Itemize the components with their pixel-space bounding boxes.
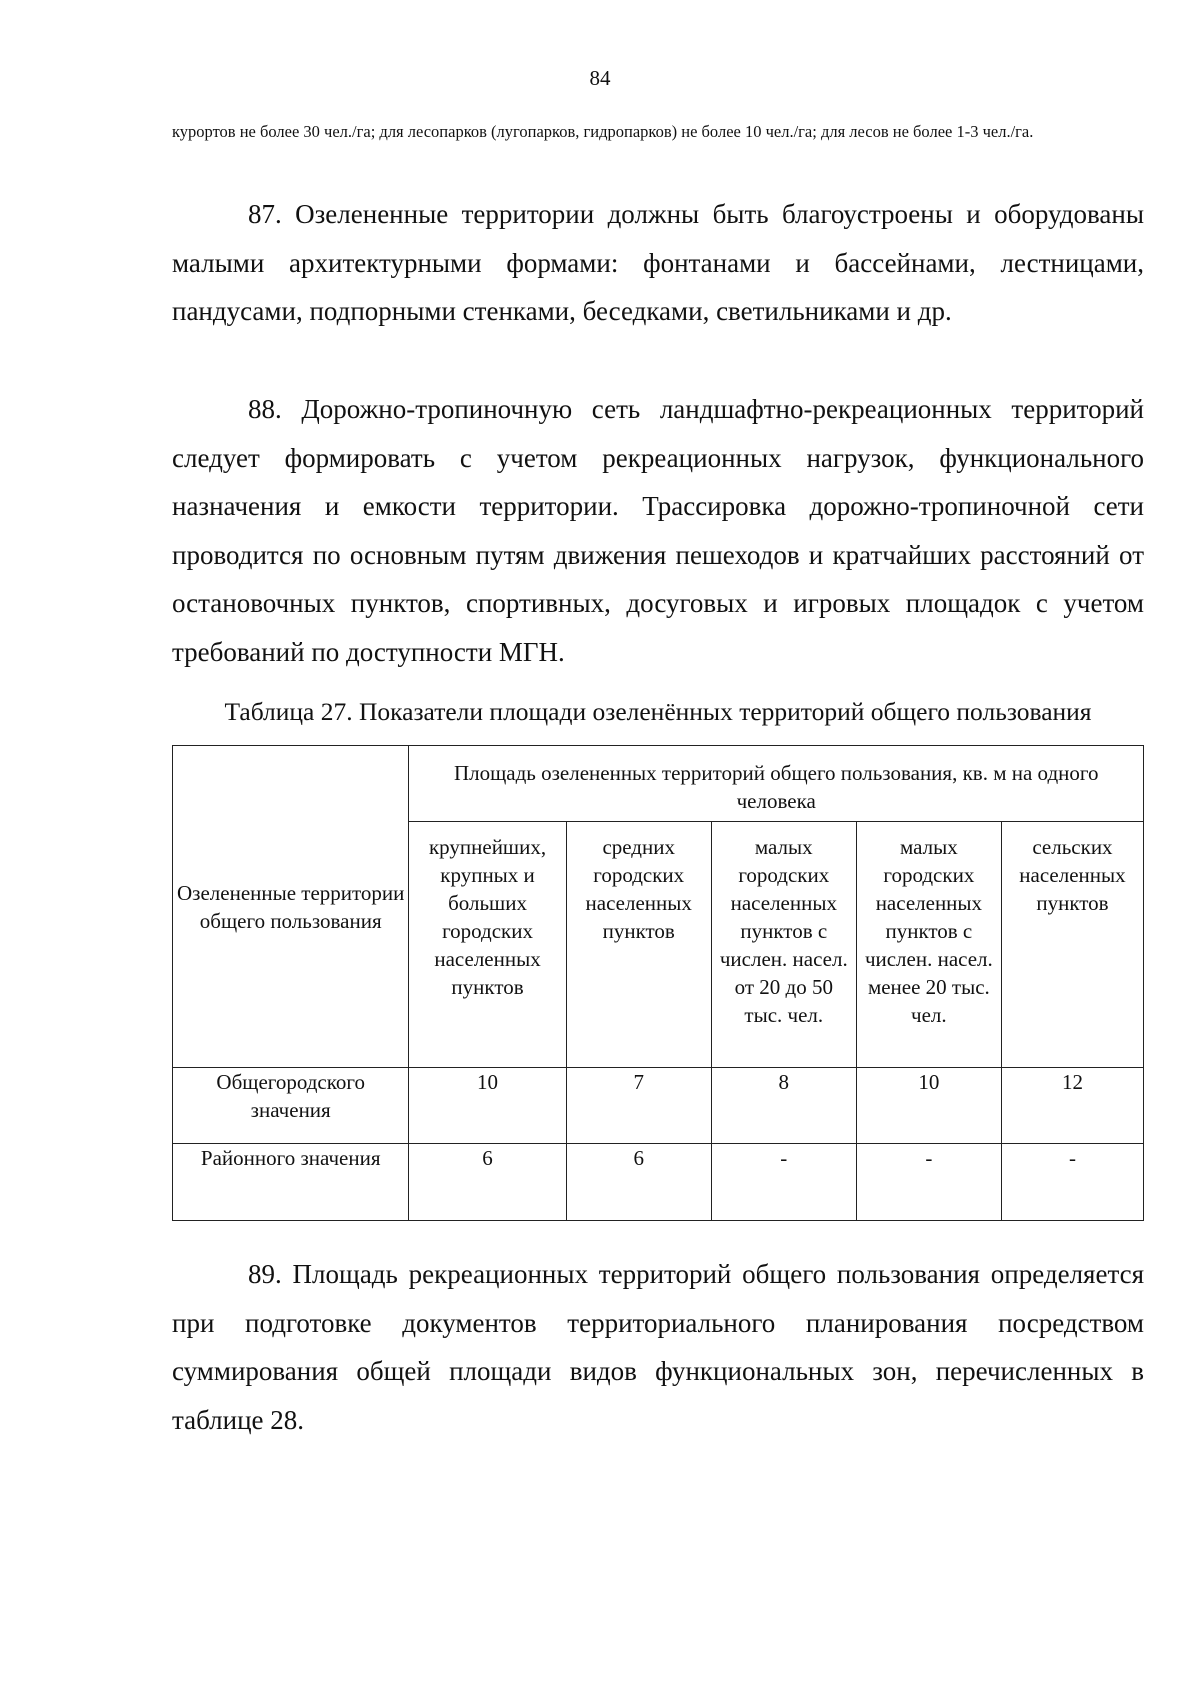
continued-text: курортов не более 30 чел./га; для лесопарков (лугопарков, гидропарков) не более 10 чел./га; для лесов не более 1-3 чел./га.: [172, 122, 1034, 141]
column-header: малых городских населенных пунктов с числен. насел. менее 20 тыс. чел.: [856, 822, 1001, 1068]
group-header-cell: Площадь озелененных территорий общего пользования, кв. м на одного человека: [409, 746, 1144, 822]
table-caption: Таблица 27. Показатели площади озеленённых территорий общего пользования: [224, 697, 1092, 726]
table-cell: 6: [409, 1144, 566, 1221]
column-header: малых городских населенных пунктов с числен. насел. от 20 до 50 тыс. чел.: [711, 822, 856, 1068]
row-label: Общегородского значения: [173, 1068, 409, 1144]
page-number: 84: [589, 66, 611, 90]
table-cell: 10: [409, 1068, 566, 1144]
table-cell: 12: [1001, 1068, 1143, 1144]
column-header: крупнейших, крупных и больших городских населенных пунктов: [409, 822, 566, 1068]
row-label: Районного значения: [173, 1144, 409, 1221]
table-row: [173, 1144, 1144, 1221]
paragraph-89: 89. Площадь рекреационных территорий общего пользования определяется при подготовке документов территориального планирования посредством суммирования общей площади видов функциональных зон, перечисленных в таблице 28.: [172, 1259, 1144, 1435]
row-header-cell: Озелененные территории общего пользования: [173, 746, 409, 1068]
column-header: средних городских населенных пунктов: [566, 822, 711, 1068]
table-cell: -: [856, 1144, 1001, 1221]
table-cell: -: [711, 1144, 856, 1221]
table-cell: -: [1001, 1144, 1143, 1221]
paragraph-88: 88. Дорожно-тропиночную сеть ландшафтно-рекреационных территорий следует формировать с учетом рекреационных нагрузок, функционального назначения и емкости территории. Трассировка дорожно-тропиночной сети проводится по основным путям движения пешеходов и кратчайших расстояний от остановочных пунктов, спортивных, досуговых и игровых площадок с учетом требований по доступности МГН.: [172, 394, 1144, 667]
green-areas-table: [172, 745, 1144, 1221]
table-row: [173, 1068, 1144, 1144]
table-cell: 10: [856, 1068, 1001, 1144]
table-cell: 7: [566, 1068, 711, 1144]
table-cell: 8: [711, 1068, 856, 1144]
column-header: сельских населенных пунктов: [1001, 822, 1143, 1068]
table-cell: 6: [566, 1144, 711, 1221]
paragraph-87: 87. Озелененные территории должны быть благоустроены и оборудованы малыми архитектурными формами: фонтанами и бассейнами, лестницами, пандусами, подпорными стенками, беседками, светильниками и др.: [172, 199, 1144, 326]
